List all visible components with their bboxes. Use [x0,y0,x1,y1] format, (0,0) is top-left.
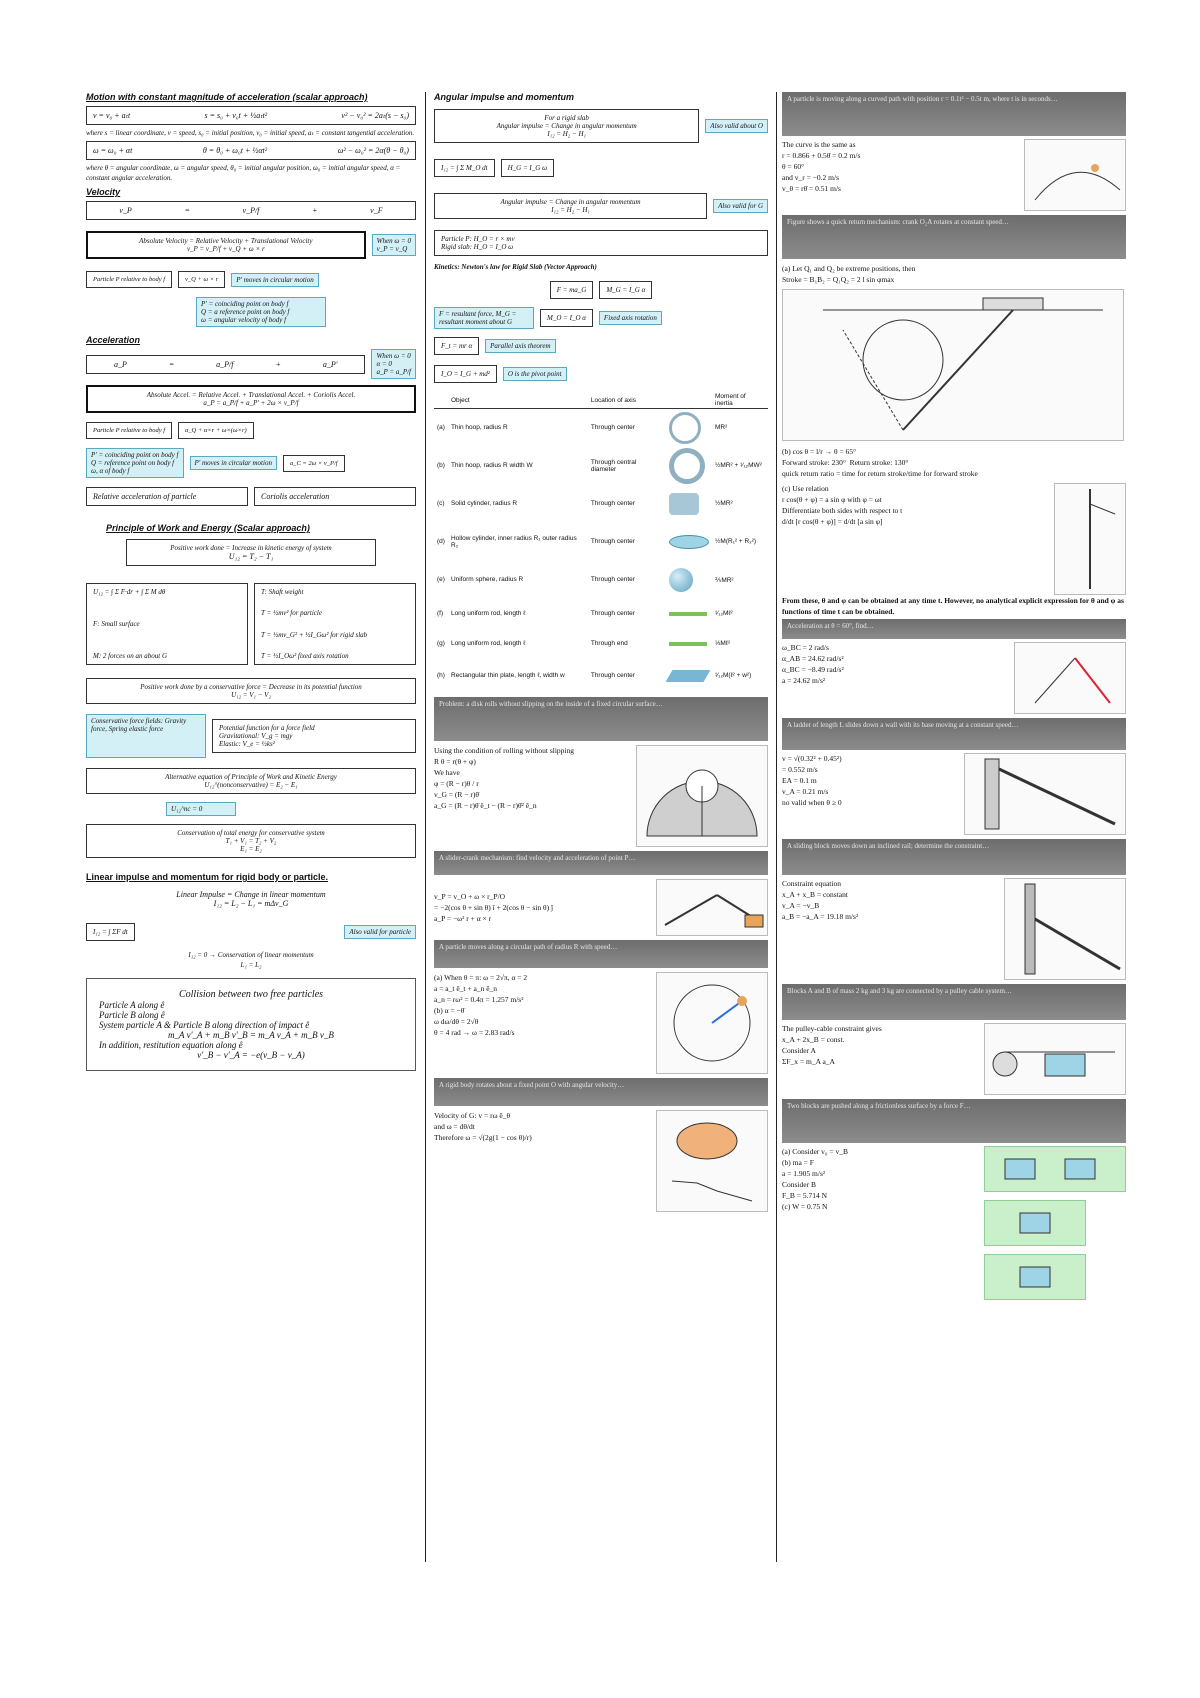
quick-return-figure [782,289,1124,441]
coincident-point-note: P' = coinciding point on body f Q = a reference point on body f ω = angular velocity of body f [196,297,326,327]
accel-circular-note: P' moves in circular motion [190,456,277,470]
nonconservative-zero-note: U₁₂^nc = 0 [166,802,236,816]
row-tag: (h) [437,672,445,679]
row-axis: Through center [590,538,635,545]
four-bar-figure [1014,642,1126,714]
row-inertia: ⅓Mℓ² [715,640,731,647]
impulse-integral-box: I₁₂ = ∫ ΣF dt [86,923,135,941]
relative-accel-label: Relative acceleration of particle [86,487,248,506]
row-inertia: ¹⁄₁₂Mℓ² [715,610,733,617]
linkage-figure [1054,483,1126,595]
angular-impulse-g-box: Angular impulse = Change in angular momentum I₁₂ = H₂ − H₁ [434,193,707,219]
table-row [434,409,768,447]
parallel-axis-eq: I_O = I_G + md² [434,365,497,383]
table-row [434,599,768,629]
collision-box [86,978,416,1071]
rolling-condition-label: Using the condition of rolling without slipping [434,745,574,755]
row-axis: Through center [590,610,635,617]
rotation-term-box: v_Q + ω × r [178,271,225,288]
angular-note: where θ = angular coordinate, ω = angular speed, θ₀ = initial angular position, ω₀ = initial angular speed, α = constant angular acceleration. [86,164,401,182]
velocity-condition-note: When ω = 0 v_P = v_Q [372,234,416,256]
row-inertia: MR² [715,424,728,432]
row-object: Thin hoop, radius R [450,424,508,432]
acceleration-condition-note: When ω = 0 α = 0 a_P = a_P/f [371,349,416,379]
circular-motion-solution: (a) When θ = π: ω = 2√π, α = 2 a = a_t ê_t + a_n ê_n a_n = rω² = 0.4π = 1.257 m/s² (b) α = −θ̈ ω dω/dθ = 2√θ θ = 4 rad → ω = 2.83 rad/s [434,972,528,1037]
angle-calc: (b) cos θ = l/r → θ = 65° Forward stroke: 230° Return stroke: 130° [782,447,909,467]
pulley-solution: The pulley-cable constraint gives x_A + 2x_B = const. Consider A ΣF_x = m_A a_A [782,1023,978,1067]
row-inertia: ¹⁄₁₂M(ℓ² + w²) [715,672,752,679]
work-energy-box: Positive work done = Increase in kinetic energy of system U₁₂ = T₂ − T₁ [126,539,376,566]
table-row [434,447,768,485]
rigid-slab-label: For a rigid slab [544,114,589,122]
column-3 [782,92,1126,1300]
heading-angular-impulse: Angular impulse and momentum [434,92,575,102]
kinematics-note: where s = linear coordinate, v = speed, s₀ = initial position, v₀ = initial speed, aₜ = constant tangential acceleration. [86,129,415,137]
wide-hoop-figure [669,448,705,484]
table-row [434,659,768,693]
row-tag: (e) [437,576,445,583]
kinematics-equation-box: v = v₀ + aₜt s = s₀ + v₀t + ½aₜt² v² − v₀² = 2aₜ(s − s₀) [86,106,416,125]
row-axis: Through center [590,672,635,679]
quick-return-text: quick return ratio = time for return stroke/time for forward stroke [782,469,978,478]
row-tag: (a) [437,424,445,432]
also-valid-o-note: Also valid about O [705,119,768,133]
problem-statement-photo-4: A rigid body rotates about a fixed point O with angular velocity… [434,1078,768,1106]
row-object: Hollow cylinder, inner radius R₁ outer radius R₂ [450,534,577,549]
row-object: Long uniform rod, length ℓ [450,610,526,617]
collision-heading: Collision between two free particles [178,989,324,1000]
table-row [434,485,768,523]
row-inertia: ½MR² + ¹⁄₁₂MW² [715,462,762,469]
heading-scalar-approach: Motion with constant magnitude of acceleration (scalar approach) [86,92,368,102]
problem-photo-10: Blocks A and B of mass 2 kg and 3 kg are connected by a pulley cable system… [782,984,1126,1020]
collision-line-1: Particle A along ê [99,1000,165,1010]
linear-conservation-text: I₁₂ = 0 → Conservation of linear momentum L₁ = L₂ [188,951,314,969]
angular-equation-box: ω = ω₀ + αt θ = θ₀ + ω₀t + ½αt² ω² − ω₀² = 2α(θ − θ₀) [86,141,416,160]
kinetics-note-2: Fixed axis rotation [599,311,662,325]
we-have-label: We have [434,767,460,777]
inertia-table [434,392,768,693]
plate-figure [666,670,711,682]
heading-linear-impulse: Linear impulse and momentum for rigid body or particle. [86,872,329,882]
heading-acceleration: Acceleration [86,335,141,345]
consider-b-label: Consider B [782,1180,816,1189]
restitution-equation: v'_B − v'_A = −e(v_B − v_A) [197,1050,305,1060]
free-body-diagram-3 [984,1254,1086,1300]
accel-coincident-note: P' = coinciding point on body f Q = reference point on body f ω, α of body f [86,448,184,478]
row-axis: Through center [590,424,635,432]
row-object: Thin hoop, radius R width W [450,462,533,469]
conservation-energy-box: Conservation of total energy for conservative system T₁ + V₁ = T₂ + V₂ E₁ = E₂ [86,824,416,858]
row-inertia: ½MR² [715,500,733,507]
circular-motion-note: P' moves in circular motion [231,273,318,287]
row-object: Long uniform rod, length ℓ [450,640,526,647]
row-object: Solid cylinder, radius R [450,500,518,507]
collision-line-2: Particle B along ê [99,1010,165,1020]
accel-solution: ω_BC = 2 rad/s α_AB = 24.62 rad/s² α_BC = −8.49 rad/s² a = 24.62 m/s² [782,643,844,685]
heading-work-energy: Principle of Work and Energy (Scalar approach) [106,523,310,533]
row-axis: Through center [590,500,635,507]
acceleration-equation: a_P = a_P/f + a_P' [86,355,365,374]
stroke-text: Stroke = B₁B₂ = Q₁Q₂ = 2 l sin φmax [782,275,895,284]
row-tag: (c) [437,500,445,507]
slider-crank-solution: v_P = v_O + ω × r_P/O = −2(cos θ + sin θ) î + 2(cos θ − sin θ) ĵ a_P = −ω² r + α × r [434,891,554,923]
particle-relative-box: Particle P relative to body f [86,271,172,288]
circle-path-figure [656,972,768,1074]
problem-photo-7: Acceleration at θ = 60°, find… [782,619,1126,639]
ladder-figure [964,753,1126,835]
coriolis-label: Coriolis acceleration [254,487,416,506]
collision-equation: m_A v'_A + m_B v'_B = m_A v_A + m_B v_B [168,1030,334,1040]
kinetics-note-4: O is the pivot point [503,367,567,381]
collision-line-4: In addition, restitution equation along ê [99,1040,243,1050]
consider-a-label: Consider A [782,1046,816,1055]
row-axis: Through end [590,640,628,647]
row-axis: Through central diameter [590,458,637,473]
solid-cylinder-figure [669,493,699,515]
row-tag: (d) [437,538,445,545]
problem-statement-photo-3: A particle moves along a circular path of radius R with speed… [434,940,768,968]
angular-momentum-def: H_G = I_G ω [501,159,554,177]
blocks-solution: (a) Consider v₀ = v_B (b) ma = F a = 1.905 m/s² Consider B F_B = 5.714 N (c) W = 0.75 N [782,1147,849,1211]
newton-eq-2: M_G = I_G α [599,281,652,299]
velocity-formula-box: Absolute Velocity = Relative Velocity + Translational Velocity v_P = v_P/f + v_Q + ω × r [86,231,366,259]
pulley-figure [984,1023,1126,1095]
problem-photo-11: Two blocks are pushed along a frictionless surface by a force F… [782,1099,1126,1143]
free-body-diagram-1 [984,1146,1126,1192]
differentiation-text: (c) Use relation r cos(θ + φ) = a sin φ with φ = ωt Differentiate both sides with respect to t d/dt [r cos(θ + φ)] = d/dt [a sin φ] [782,484,903,526]
table-header-axis: Location of axis [590,396,636,404]
problem-photo-9: A sliding block moves down an inclined rail; determine the constraint… [782,839,1126,875]
mechanical-energy-box: Alternative equation of Principle of Work and Kinetic Energy U₁₂^(nonconservative) = E₂ − E₁ [86,768,416,794]
newton-eq-1: F = ma_G [550,281,594,299]
rod-center-figure [669,612,707,616]
column-divider-1 [425,92,426,1562]
ladder-solution: v = √(0.32² + 0.45²) = 0.552 m/s EA = 0.1 m v_A = 0.21 m/s no valid when θ ≥ 0 [782,754,842,807]
heading-kinetics: Kinetics: Newton's law for Rigid Slab (Vector Approach) [434,263,597,271]
kinetic-energy-box: T: Shaft weight T = ½mv² for particle T = ½mv_G² + ½I_Gω² for rigid slab T = ½I_Oω² fixed axis rotation [254,583,416,665]
row-inertia: ⅖MR² [715,576,734,584]
problem-photo-6: Figure shows a quick return mechanism: crank O₂A rotates at constant speed… [782,215,1126,259]
column-1 [86,92,416,1071]
conservative-work-box: Positive work done by a conservative force = Decrease in its potential function U₁₂ = V₁ − V₂ [86,678,416,704]
kinetics-note-1: F = resultant force, M_G = resultant moment about G [434,307,534,329]
accel-rotation-term: a_Q + α×r + ω×(ω×r) [178,422,254,439]
row-object: Uniform sphere, radius R [450,576,524,583]
rolling-solution-text: Using the condition of rolling without slipping R θ = r(θ + φ) We have φ = (R − r)θ / r v_G = (R − r)θ̇ a_G = (R − r)θ̈ ê_t − (R − r)θ̇² ê_n [434,745,630,811]
table-row [434,523,768,561]
row-tag: (g) [437,640,445,647]
rod-end-figure [669,642,707,646]
angular-momentum-slab: Particle P: H_O = r × mv Rigid slab: H_O = I_O ω [434,230,768,256]
work-integral-box: U₁₂ = ∫ Σ F·dr + ∫ Σ M dθ F: Small surface M: 2 forces on an about G [86,583,248,665]
free-body-diagram-2 [984,1200,1086,1246]
curve-solution: The curve is the same as r = 0.866 + 0.5θ̇ = 0.2 m/s θ = 60° and v_r = −0.2 m/s v_θ = rθ̇ = 0.51 m/s [782,140,861,193]
sphere-figure [669,568,693,592]
rolling-disk-figure [636,745,768,847]
also-valid-particle-note: Also valid for particle [344,925,416,939]
problem-photo-8: A ladder of length L slides down a wall with its base moving at a constant speed… [782,718,1126,750]
row-inertia: ½M(R₁² + R₂²) [715,538,757,545]
problem-photo-5: A particle is moving along a curved path with position r = 0.1t² − 0.5t m, where t is in seconds… [782,92,1126,136]
slider-crank-figure [656,879,768,936]
newton-eq-4: F_t = mr α [434,337,479,355]
row-tag: (b) [437,462,445,469]
incline-figure [1004,878,1126,980]
analytic-statement: From these, θ and φ can be obtained at any time t. However, no analytical explicit expression for θ and φ as functions of time t can be obtained. [782,596,1124,616]
constraint-solution: Constraint equation x_A + x_B = constant v_A = −v_B a_B = −a_A = 19.18 m/s² [782,878,998,922]
column-2 [434,92,768,1212]
curve-figure [1024,139,1126,211]
acceleration-formula-box: Absolute Accel. = Relative Accel. + Translational Accel. + Coriolis Accel. a_P = a_P/f + a_P' + 2ω × v_P/f [86,385,416,413]
newton-eq-3: M_O = I_O α [540,309,593,327]
kinetics-note-3: Parallel axis theorem [485,339,555,353]
problem-statement-photo-2: A slider-crank mechanism: find velocity and acceleration of point P… [434,851,768,875]
angular-impulse-box: For a rigid slab Angular impulse = Change in angular momentum I₁₂ = H₂ − H₁ [434,109,699,143]
velocity-equation: v_P = v_P/f + v_F [86,201,416,220]
angular-impulse-integral: I₁₂ = ∫ Σ M_O dt [434,159,495,177]
row-axis: Through center [590,576,635,583]
coriolis-term: a_C = 2ω × v_P/f [283,455,345,472]
conservative-forces-note: Conservative force fields: Gravity force, Spring elastic force [86,714,206,758]
heading-velocity: Velocity [86,187,121,197]
table-row [434,629,768,659]
collision-line-3: System particle A & Particle B along direction of impact ê [99,1020,310,1030]
row-tag: (f) [437,610,444,617]
also-valid-g-note: Also valid for G [713,199,768,213]
table-row [434,561,768,599]
row-object: Rectangular thin plate, length ℓ, width w [450,672,565,679]
hoop-figure [669,412,701,444]
potential-functions-box: Potential function for a force field Gravitational: V_g = mgy Elastic: V_e = ½ks² [212,719,416,753]
table-header-inertia: Moment of inertia [715,393,746,407]
extreme-positions-text: (a) Let Q₁ and Q₂ be extreme positions, then [782,264,916,273]
column-divider-2 [776,92,777,1562]
pulley-label: The pulley-cable constraint gives [782,1024,882,1033]
problem-statement-photo-1: Problem: a disk rolls without slipping on the inside of a fixed circular surface… [434,697,768,741]
constraint-label: Constraint equation [782,879,841,888]
particle-relative-accel: Particle P relative to body f [86,422,172,439]
hollow-cylinder-figure [669,535,709,549]
pendulum-figure [656,1110,768,1212]
table-header-object: Object [450,396,470,404]
final-solution-text: Velocity of G: v = rω ê_θ and ω = dθ/dt Therefore ω = √(2g(1 − cos θ)/r) [434,1110,532,1142]
linear-impulse-box: Linear Impulse = Change in linear momentum I₁₂ = L₂ − L₁ = mΔv_G [176,890,326,908]
